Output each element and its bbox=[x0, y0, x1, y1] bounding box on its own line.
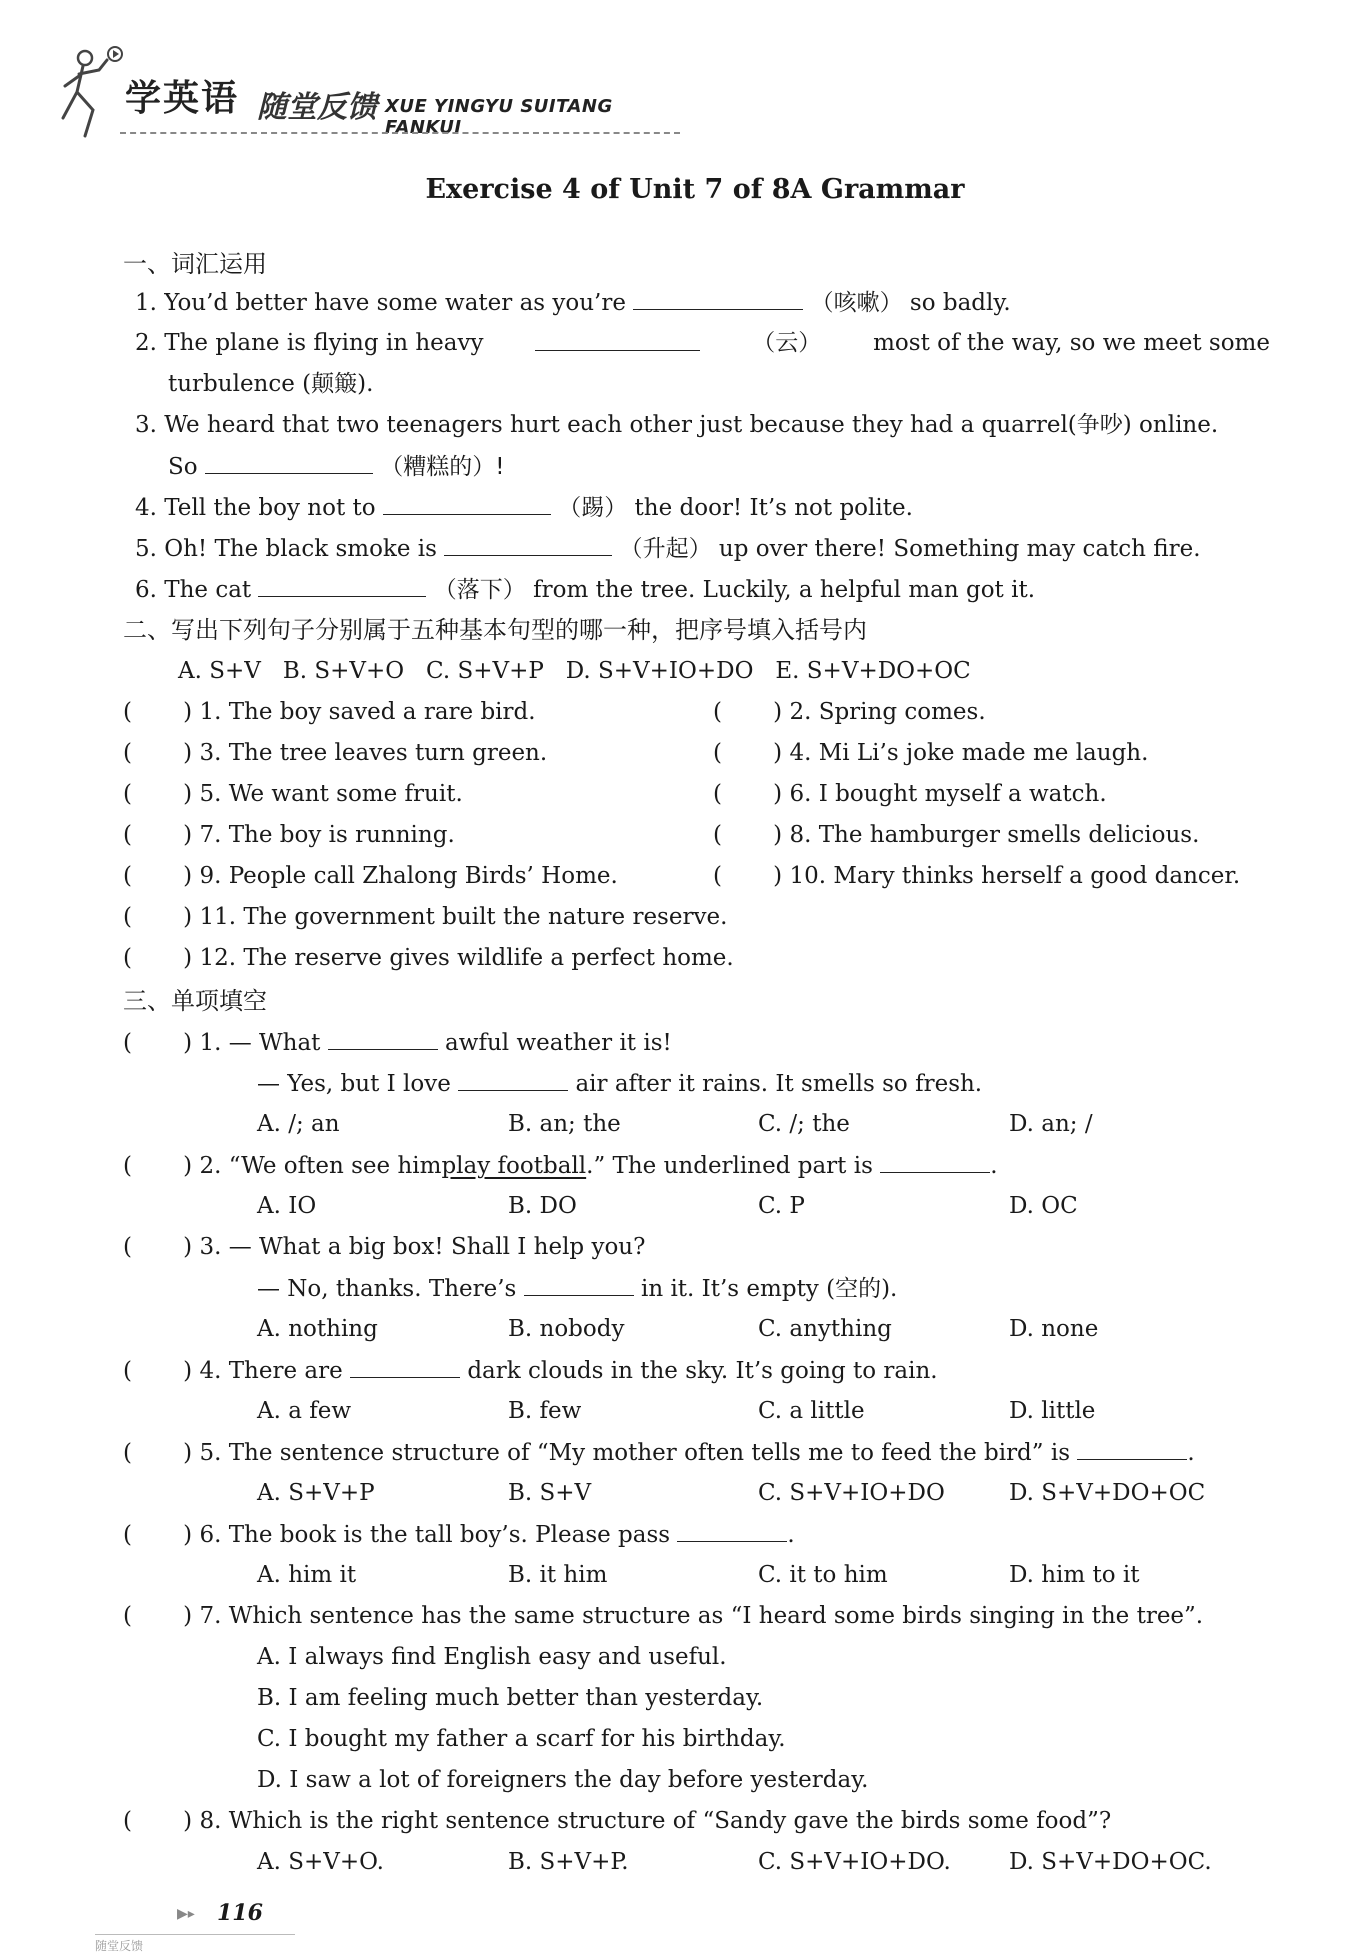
answer-bracket[interactable]: ( ) bbox=[123, 1153, 193, 1179]
s3-q1: ( ) 1. — What awful weather it is! bbox=[123, 1027, 672, 1058]
option-a[interactable]: A. S+V+O. bbox=[257, 1849, 384, 1875]
page-header bbox=[55, 40, 695, 150]
brand-title: 学英语 bbox=[125, 78, 240, 119]
s3-q7: ( ) 7. Which sentence has the same structure as “I heard some birds singing in the tree”. bbox=[123, 1603, 1204, 1629]
option-b[interactable]: B. S+V+P. bbox=[508, 1849, 629, 1875]
option-d[interactable]: D. OC bbox=[1009, 1193, 1078, 1219]
answer-blank[interactable] bbox=[535, 328, 700, 351]
s1-question-3-cont: So （糟糕的）! bbox=[168, 451, 504, 482]
answer-blank[interactable] bbox=[258, 574, 426, 597]
answer-bracket[interactable]: ( ) bbox=[713, 740, 790, 766]
s3-q7-option-c: C. I bought my father a scarf for his birthday. bbox=[257, 1726, 786, 1752]
answer-blank[interactable] bbox=[677, 1519, 787, 1542]
underlined-part: play football bbox=[441, 1153, 587, 1179]
s1-question-3: 3. We heard that two teenagers hurt each other just because they had a quarrel(争吵) online. bbox=[135, 412, 1219, 438]
list-item: ( ) 11. The government built the nature reserve. bbox=[123, 904, 728, 930]
option-d[interactable]: D. none bbox=[1009, 1316, 1099, 1342]
option-d[interactable]: D. an; / bbox=[1009, 1111, 1093, 1137]
answer-blank[interactable] bbox=[444, 533, 612, 556]
answer-blank[interactable] bbox=[524, 1273, 634, 1296]
answer-bracket[interactable]: ( ) bbox=[123, 1808, 193, 1834]
page-number: 116 bbox=[217, 1900, 263, 1926]
list-item: ( ) 12. The reserve gives wildlife a perfect home. bbox=[123, 945, 734, 971]
section2-heading: 二、写出下列句子分别属于五种基本句型的哪一种，把序号填入括号内 bbox=[123, 616, 867, 644]
option-a[interactable]: A. S+V+P bbox=[257, 1480, 375, 1506]
s3-q7-option-d: D. I saw a lot of foreigners the day before yesterday. bbox=[257, 1767, 869, 1793]
s3-q5: ( ) 5. The sentence structure of “My mother often tells me to feed the bird” is . bbox=[123, 1437, 1195, 1468]
answer-bracket[interactable]: ( ) bbox=[123, 1358, 193, 1384]
answer-bracket[interactable]: ( ) bbox=[123, 945, 200, 971]
option-d[interactable]: D. him to it bbox=[1009, 1562, 1140, 1588]
answer-blank[interactable] bbox=[1077, 1437, 1187, 1460]
s1-question-5: 5. Oh! The black smoke is （升起） up over there! Something may catch fire. bbox=[135, 533, 1201, 564]
option-b[interactable]: B. nobody bbox=[508, 1316, 625, 1342]
answer-blank[interactable] bbox=[328, 1027, 438, 1050]
s3-q1-line2: — Yes, but I love air after it rains. It smells so fresh. bbox=[257, 1068, 982, 1099]
option-a[interactable]: A. nothing bbox=[257, 1316, 378, 1342]
s1-question-6: 6. The cat （落下） from the tree. Luckily, a helpful man got it. bbox=[135, 574, 1035, 605]
s3-q6: ( ) 6. The book is the tall boy’s. Please pass . bbox=[123, 1519, 795, 1550]
option-b[interactable]: B. it him bbox=[508, 1562, 608, 1588]
list-item: ( ) 8. The hamburger smells delicious. bbox=[713, 822, 1200, 848]
answer-bracket[interactable]: ( ) bbox=[123, 699, 200, 725]
answer-blank[interactable] bbox=[458, 1068, 568, 1091]
list-item: ( ) 5. We want some fruit. bbox=[123, 781, 463, 807]
page-footer bbox=[95, 1900, 315, 1953]
s1-question-4: 4. Tell the boy not to （踢） the door! It’s not polite. bbox=[135, 492, 913, 523]
s3-q8: ( ) 8. Which is the right sentence structure of “Sandy gave the birds some food”? bbox=[123, 1808, 1112, 1834]
section1-heading: 一、词汇运用 bbox=[123, 250, 267, 278]
option-a[interactable]: A. a few bbox=[257, 1398, 352, 1424]
footer-mark: 随堂反馈 bbox=[95, 1934, 295, 1954]
option-d[interactable]: D. S+V+DO+OC. bbox=[1009, 1849, 1212, 1875]
option-c[interactable]: C. it to him bbox=[758, 1562, 888, 1588]
s3-q4: ( ) 4. There are dark clouds in the sky. It’s going to rain. bbox=[123, 1355, 938, 1386]
answer-bracket[interactable]: ( ) bbox=[123, 1603, 193, 1629]
answer-blank[interactable] bbox=[880, 1150, 990, 1173]
option-c[interactable]: C. /; the bbox=[758, 1111, 850, 1137]
section3-heading: 三、单项填空 bbox=[123, 987, 267, 1015]
answer-bracket[interactable]: ( ) bbox=[123, 904, 200, 930]
option-c[interactable]: C. a little bbox=[758, 1398, 865, 1424]
document-title: Exercise 4 of Unit 7 of 8A Grammar bbox=[425, 174, 965, 205]
s1-question-1: 1. You’d better have some water as you’re （咳嗽） so badly. bbox=[135, 287, 1011, 318]
s2-options: A. S+V B. S+V+O C. S+V+P D. S+V+IO+DO E. S+V+DO+OC bbox=[178, 658, 971, 684]
option-c[interactable]: C. anything bbox=[758, 1316, 892, 1342]
s3-q7-option-a: A. I always find English easy and useful. bbox=[257, 1644, 727, 1670]
list-item: ( ) 10. Mary thinks herself a good dancer. bbox=[713, 863, 1241, 889]
s3-q3-line2: — No, thanks. There’s in it. It’s empty (空的). bbox=[257, 1273, 897, 1304]
option-a[interactable]: A. IO bbox=[257, 1193, 317, 1219]
list-item: ( ) 9. People call Zhalong Birds’ Home. bbox=[123, 863, 618, 889]
option-a[interactable]: A. him it bbox=[257, 1562, 357, 1588]
answer-bracket[interactable]: ( ) bbox=[713, 781, 790, 807]
s3-q2: ( ) 2. “We often see himplay football.” The underlined part is . bbox=[123, 1150, 998, 1181]
s1-question-2-cont: turbulence (颠簸). bbox=[168, 371, 374, 397]
answer-blank[interactable] bbox=[205, 451, 373, 474]
option-b[interactable]: B. few bbox=[508, 1398, 582, 1424]
option-c[interactable]: C. P bbox=[758, 1193, 805, 1219]
answer-bracket[interactable]: ( ) bbox=[123, 781, 200, 807]
brand-subtitle: 随堂反馈 bbox=[257, 90, 377, 125]
header-divider bbox=[120, 132, 680, 134]
option-d[interactable]: D. S+V+DO+OC bbox=[1009, 1480, 1206, 1506]
option-b[interactable]: B. DO bbox=[508, 1193, 577, 1219]
list-item: ( ) 3. The tree leaves turn green. bbox=[123, 740, 548, 766]
s3-q7-option-b: B. I am feeling much better than yesterday. bbox=[257, 1685, 764, 1711]
s3-q3: ( ) 3. — What a big box! Shall I help you? bbox=[123, 1234, 646, 1260]
s1-question-2: 2. The plane is flying in heavy （云） most of the way, so we meet some bbox=[135, 330, 1270, 356]
answer-blank[interactable] bbox=[383, 492, 551, 515]
option-c[interactable]: C. S+V+IO+DO bbox=[758, 1480, 945, 1506]
answer-bracket[interactable]: ( ) bbox=[123, 1234, 193, 1260]
option-b[interactable]: B. an; the bbox=[508, 1111, 621, 1137]
option-a[interactable]: A. /; an bbox=[257, 1111, 340, 1137]
answer-bracket[interactable]: ( ) bbox=[123, 1030, 193, 1056]
answer-bracket[interactable]: ( ) bbox=[713, 863, 790, 889]
option-c[interactable]: C. S+V+IO+DO. bbox=[758, 1849, 951, 1875]
answer-bracket[interactable]: ( ) bbox=[123, 822, 200, 848]
answer-bracket[interactable]: ( ) bbox=[123, 863, 200, 889]
answer-bracket[interactable]: ( ) bbox=[123, 1440, 193, 1466]
answer-bracket[interactable]: ( ) bbox=[713, 822, 790, 848]
brand-pinyin: XUE YINGYU SUITANG FANKUI bbox=[385, 96, 613, 138]
option-b[interactable]: B. S+V bbox=[508, 1480, 592, 1506]
list-item: ( ) 2. Spring comes. bbox=[713, 699, 986, 725]
option-d[interactable]: D. little bbox=[1009, 1398, 1096, 1424]
answer-bracket[interactable]: ( ) bbox=[123, 740, 200, 766]
answer-blank[interactable] bbox=[350, 1355, 460, 1378]
list-item: ( ) 4. Mi Li’s joke made me laugh. bbox=[713, 740, 1149, 766]
arrow-icon: ▶▸ bbox=[177, 1906, 195, 1922]
list-item: ( ) 7. The boy is running. bbox=[123, 822, 455, 848]
runner-logo-icon bbox=[55, 40, 135, 140]
answer-blank[interactable] bbox=[633, 287, 803, 310]
list-item: ( ) 6. I bought myself a watch. bbox=[713, 781, 1107, 807]
answer-bracket[interactable]: ( ) bbox=[713, 699, 790, 725]
answer-bracket[interactable]: ( ) bbox=[123, 1522, 193, 1548]
list-item: ( ) 1. The boy saved a rare bird. bbox=[123, 699, 536, 725]
